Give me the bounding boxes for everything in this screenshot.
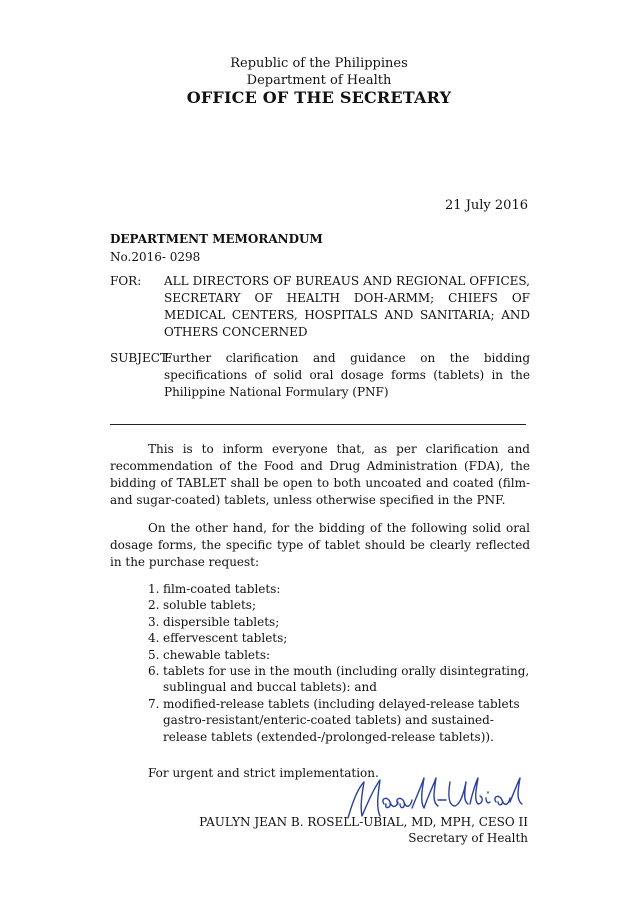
list-item-number: 3.	[148, 614, 160, 629]
list-item-text: soluble tablets;	[163, 598, 257, 613]
list-item-text: dispersible tablets;	[163, 614, 280, 629]
list-item-number: 1.	[148, 582, 160, 596]
for-row	[110, 273, 530, 339]
list-item-number: 6.	[148, 664, 160, 679]
subject-label: SUBJECT:	[110, 351, 172, 365]
tablet-type-list	[148, 581, 530, 745]
header-office: OFFICE OF THE SECRETARY	[186, 88, 452, 107]
signatory-title: Secretary of Health	[408, 831, 528, 845]
list-item	[148, 597, 530, 613]
list-item	[148, 581, 530, 597]
memo-number: No.2016- 0298	[110, 250, 201, 264]
body-paragraph-2: On the other hand, for the bidding of the following solid oral dosage forms, the specific type of tablet should be clearly reflected in the purchase request:	[110, 521, 530, 569]
closing-line: For urgent and strict implementation.	[148, 766, 379, 780]
memo-title: DEPARTMENT MEMORANDUM	[110, 232, 323, 246]
list-item	[148, 663, 530, 696]
header-department: Department of Health	[246, 73, 392, 88]
list-item-number: 2.	[148, 598, 160, 613]
memo-date: 21 July 2016	[445, 198, 528, 213]
list-item-text: film-coated tablets:	[163, 582, 281, 596]
list-item-text: effervescent tablets;	[163, 631, 288, 646]
list-item-text: chewable tablets:	[163, 647, 271, 662]
subject-text: Further clarification and guidance on the bidding specifications of solid oral dosage forms (tablets) in the Philippine National Formulary (PNF)	[164, 351, 530, 399]
body-paragraph-1: This is to inform everyone that, as per clarification and recommendation of the Food and Drug Administration (FDA), the bidding of TABLET shall be open to both uncoated and coated (film- and sugar-coated) tablets, unless otherwise specified in the PNF.	[110, 442, 530, 507]
for-label: FOR:	[110, 274, 142, 288]
list-item-text: tablets for use in the mouth (including orally disintegrating, sublingual and buccal tablets): and	[163, 664, 530, 695]
list-item-number: 7.	[148, 696, 160, 711]
list-item	[148, 647, 530, 663]
horizontal-rule	[110, 424, 526, 425]
list-item	[148, 696, 530, 745]
subject-row	[110, 350, 530, 399]
signatory-name: PAULYN JEAN B. ROSELL-UBIAL, MD, MPH, CESO II	[199, 815, 528, 829]
list-item-number: 4.	[148, 631, 160, 646]
list-item	[148, 630, 530, 646]
list-item-number: 5.	[148, 647, 160, 662]
list-item-text: modified-release tablets (including delayed-release tablets gastro-resistant/enteric-coated tablets) and sustained-release tablets (extended-/prolonged-release tablets)).	[163, 696, 520, 744]
list-item	[148, 614, 530, 630]
for-recipients: ALL DIRECTORS OF BUREAUS AND REGIONAL OFFICES, SECRETARY OF HEALTH DOH-ARMM; CHIEFS OF MEDICAL CENTERS, HOSPITALS AND SANITARIA; AND OTHERS CONCERNED	[164, 274, 530, 339]
header-republic: Republic of the Philippines	[230, 56, 408, 71]
